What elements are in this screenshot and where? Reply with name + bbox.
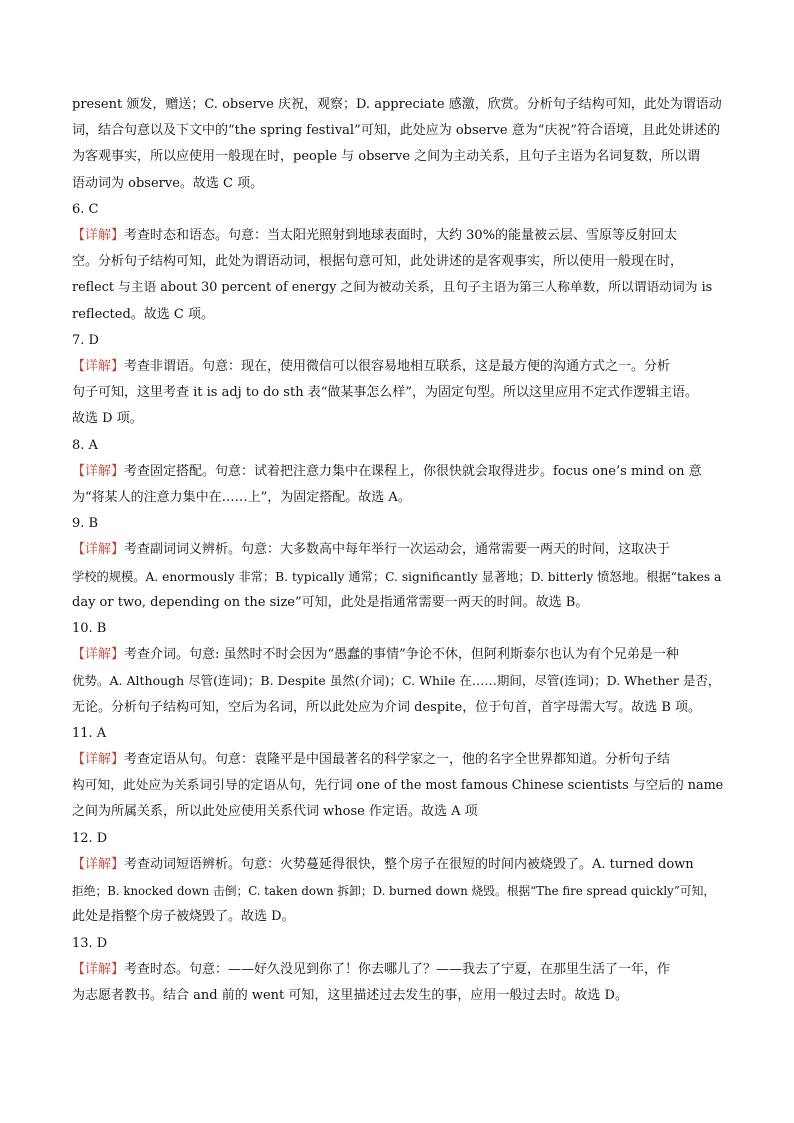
explanation-line: reflect 与主语 about 30 percent of energy 之间为被动关系，且句子主语为第三人称单数，所以谓语动词为 is [72,280,713,296]
answer-label: 11. A [72,725,107,741]
answer-label: 6. C [72,201,99,217]
intro-line: 语动词为 observe。故选 C 项。 [72,175,264,191]
explanation-line: reflected。故选 C 项。 [72,306,215,322]
explanation-line: 【详解】考查定语从句。句意：袁隆平是中国最著名的科学家之一，他的名字全世界都知道。分析句子结 [72,752,671,768]
explanation-line: 【详解】考查时态和语态。句意：当太阳光照射到地球表面时，大约 30%的能量被云层、雪原等反射回太 [72,228,678,244]
intro-line: present 颁发，赠送；C. observe 庆祝，观察；D. appreciate 感激，欣赏。分析句子结构可知，此处为谓语动 [72,97,722,112]
answer-item-8 [72,433,724,512]
answer-label: 13. D [72,935,108,951]
explanation-line: 之间为所属关系，所以此处应使用关系代词 whose 作定语。故选 A 项 [72,804,478,820]
answer-item-12 [72,826,724,931]
answer-item-11 [72,721,724,826]
explanation-line: 此处是指整个房子被烧毁了。故选 D。 [72,909,295,925]
explanation-line: 【详解】考查介词。句意: 虽然时不时会因为“愚蠢的事情”争论不休，但阿利斯泰尔也认为有个兄弟是一种 [72,647,679,663]
answer-label: 7. D [72,332,99,348]
explanation-line: 故选 D 项。 [72,411,143,427]
detail-tag: 【详解】 [72,359,125,375]
explanation-line: 拒绝；B. knocked down 击倒；C. taken down 拆卸；D. burned down 烧毁。根据“The fire spread quickly”可知， [72,884,716,899]
explanation-line: 为志愿者教书。结合 and 前的 went 可知，这里描述过去发生的事，应用一般过去时。故选 D。 [72,987,628,1003]
detail-tag: 【详解】 [72,961,125,977]
answer-item-6 [72,197,724,328]
detail-tag: 【详解】 [72,542,125,558]
explanation-line: day or two, depending on the size”可知，此处是指通常需要一两天的时间。故选 B。 [72,594,589,610]
explanation-line: 【详解】考查固定搭配。句意：试着把注意力集中在课程上，你很快就会取得进步。focus one’s mind on 意 [72,463,702,479]
answer-label: 8. A [72,437,98,453]
explanation-line: 构可知，此处应为关系词引导的定语从句，先行词 one of the most famous Chinese scientists 与空后的 name [72,778,724,794]
detail-tag: 【详解】 [72,752,125,768]
intro-line: 为客观事实，所以应使用一般现在时，people 与 observe 之间为主动关系，且句子主语为名词复数，所以谓 [72,149,701,165]
explanation-line: 为“将某人的注意力集中在……上”，为固定搭配。故选 A。 [72,490,411,506]
detail-tag: 【详解】 [72,856,125,872]
answer-item-10 [72,616,724,721]
answer-label: 9. B [72,516,99,532]
detail-tag: 【详解】 [72,647,125,663]
detail-tag: 【详解】 [72,228,125,244]
intro-line: 词，结合句意以及下文中的“the spring festival”可知，此处应为 observe 意为“庆祝”符合语境，且此处讲述的 [72,123,721,139]
explanation-line: 【详解】考查动词短语辨析。句意：火势蔓延得很快，整个房子在很短的时间内被烧毁了。A. turned down [72,856,694,872]
intro-paragraph [72,92,724,197]
explanation-line: 空。分析句子结构可知，此处为谓语动词，根据句意可知，此处讲述的是客观事实，所以使用一般现在时， [72,254,684,270]
explanation-line: 学校的规模。A. enormously 非常；B. typically 通常；C. significantly 显著地；D. bitterly 愤怒地。根据“takes a [72,569,722,584]
explanation-line: 【详解】考查时态。句意：——好久没见到你了！你去哪儿了？——我去了宁夏，在那里生活了一年，作 [72,961,671,977]
explanation-line: 【详解】考查非谓语。句意：现在，使用微信可以很容易地相互联系，这是最方便的沟通方式之一。分析 [72,359,671,375]
explanation-line: 句子可知，这里考查 it is adj to do sth 表“做某事怎么样”，为固定句型。所以这里应用不定式作逻辑主语。 [72,385,699,401]
answer-item-9 [72,511,724,616]
answer-item-7 [72,328,724,433]
document-page [72,92,724,1009]
detail-tag: 【详解】 [72,463,125,479]
explanation-line: 优势。A. Although 尽管(连词)；B. Despite 虽然(介词)；C. While 在……期间，尽管(连词)；D. Whether 是否， [72,673,721,689]
answer-label: 10. B [72,621,107,637]
answer-item-13 [72,931,724,1010]
answer-label: 12. D [72,830,108,846]
explanation-line: 【详解】考查副词词义辨析。句意：大多数高中每年举行一次运动会，通常需要一两天的时间，这取决于 [72,542,671,558]
explanation-line: 无论。分析句子结构可知，空后为名词，所以此处应为介词 despite，位于句首，首字母需大写。故选 B 项。 [72,699,702,715]
